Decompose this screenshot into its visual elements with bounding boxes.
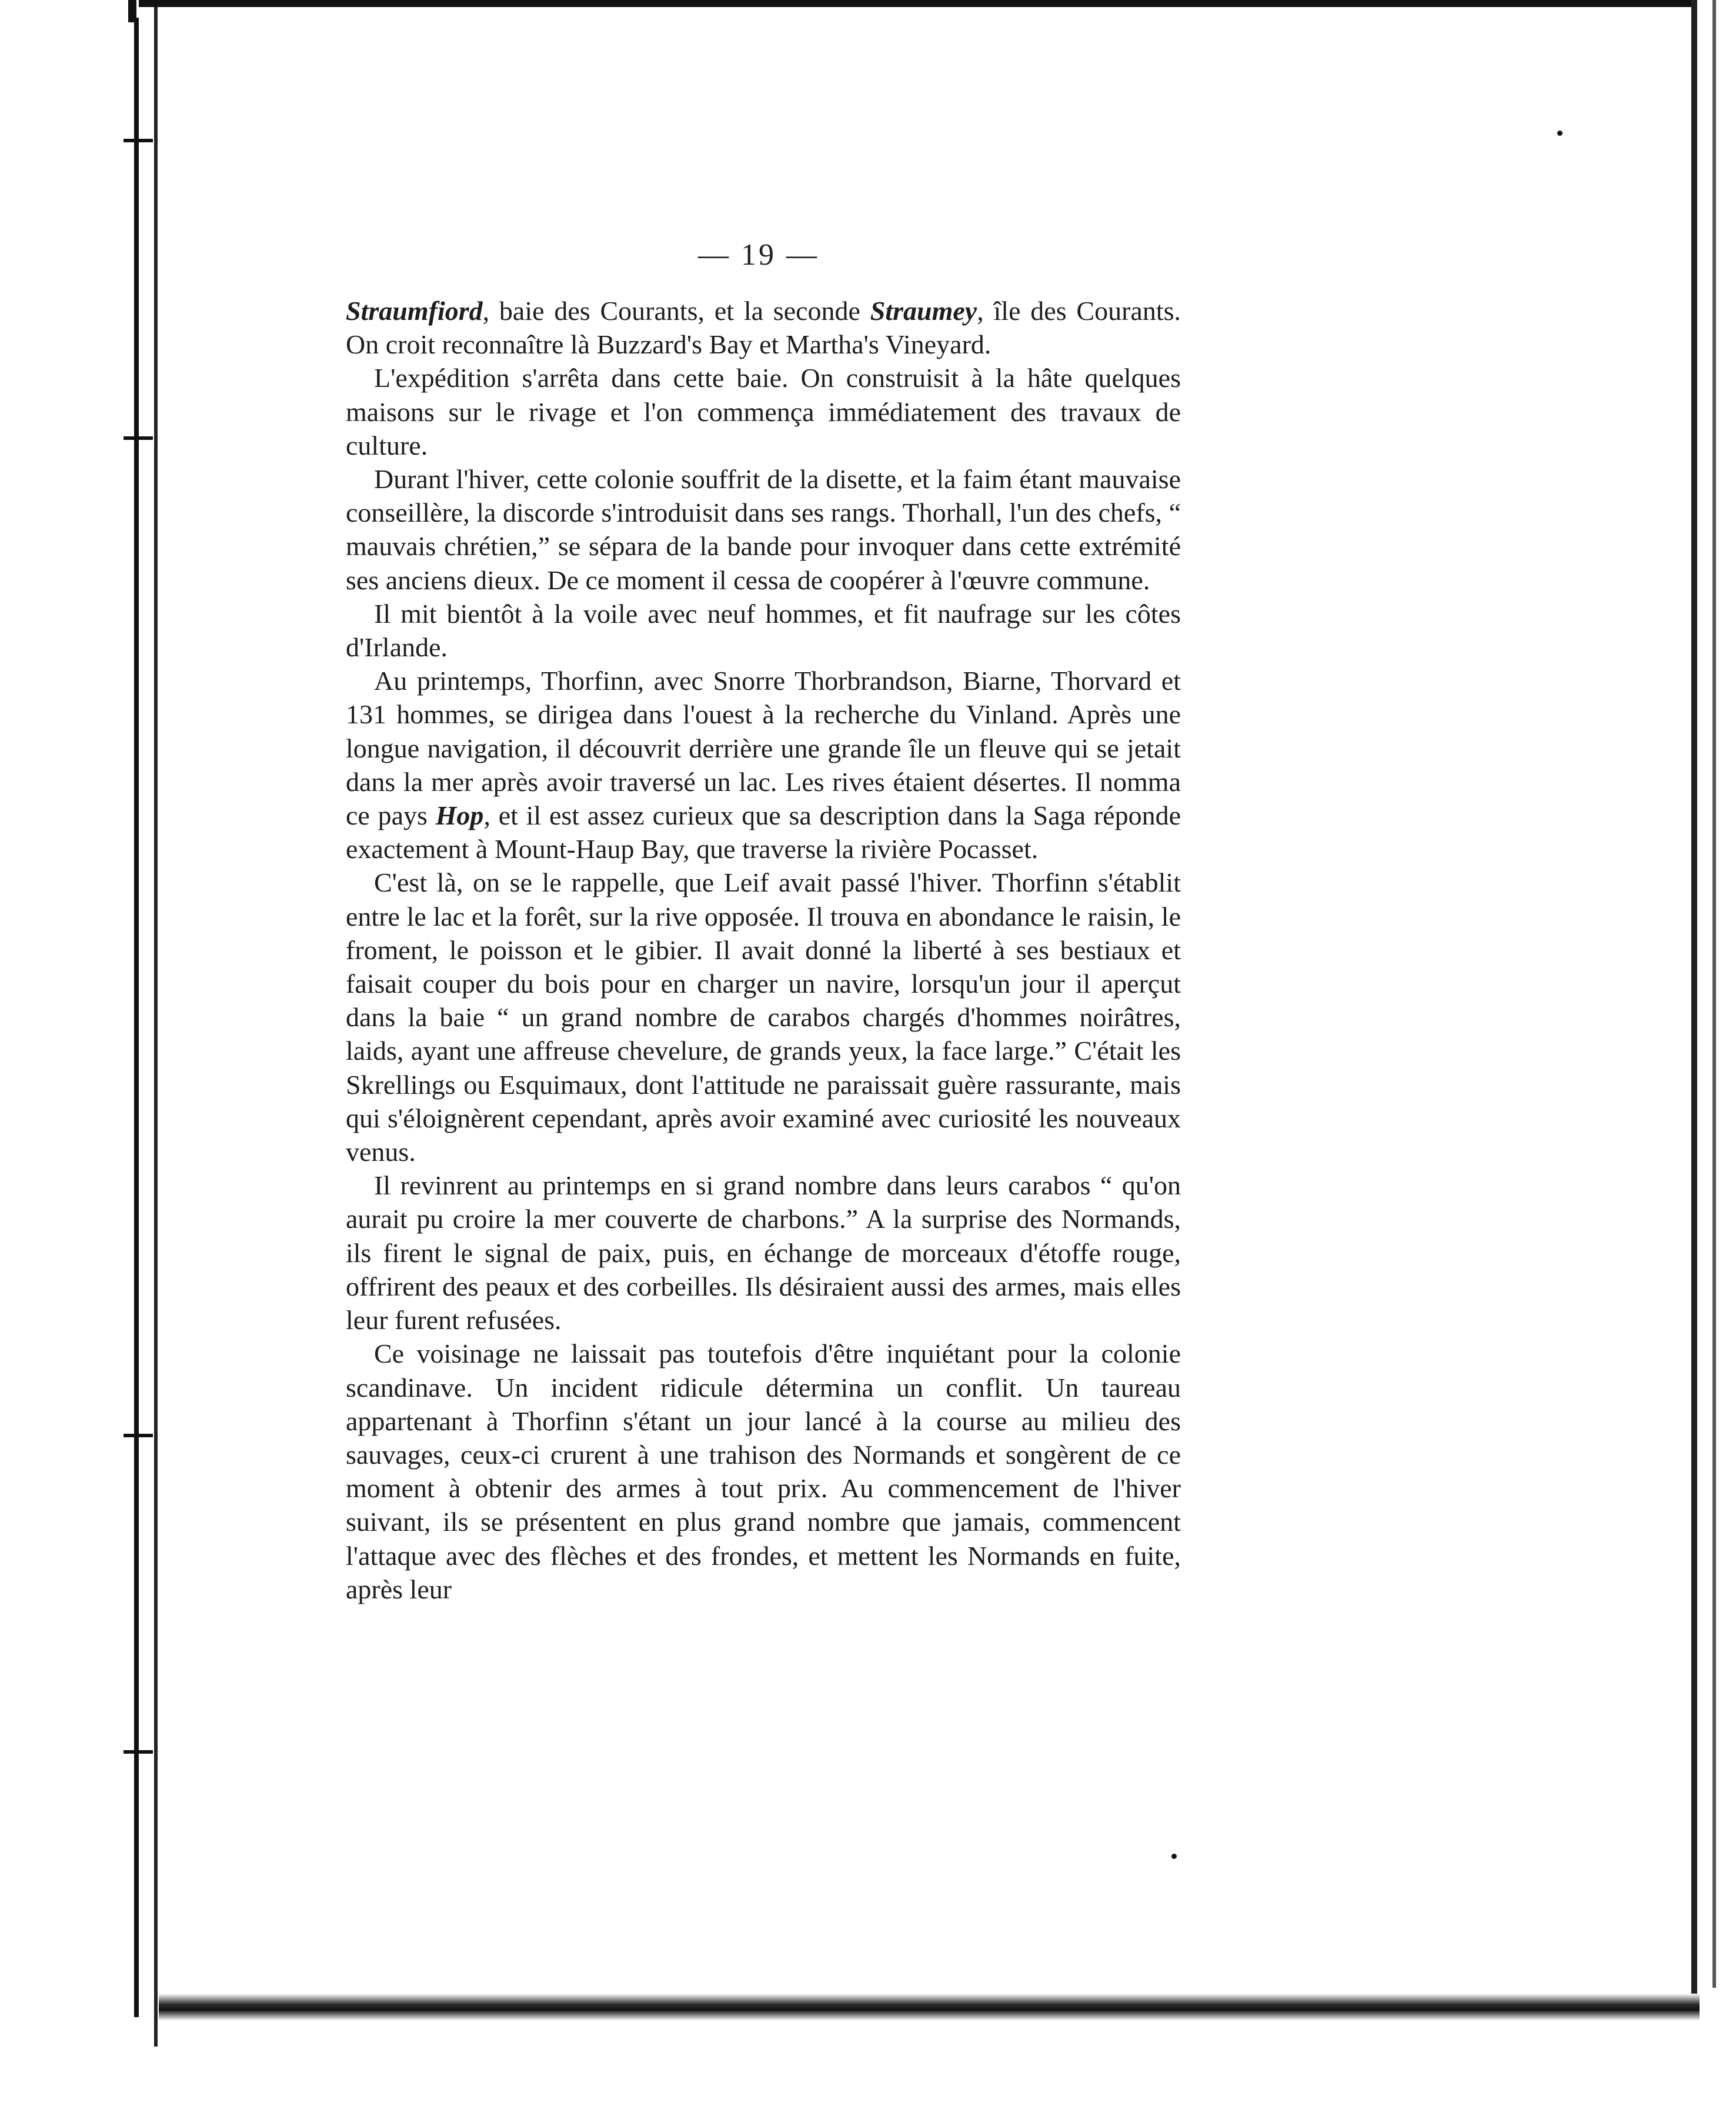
paragraph (346, 597, 1181, 664)
text-run: , et il est assez curieux que sa description dans la Saga réponde exactement à Mount-Haup Bay, que traverse la rivière Pocasset. (346, 800, 1181, 864)
page-top-edge-line (139, 0, 1697, 7)
body-text (346, 294, 1181, 1606)
text-run: , île des Courants. On croit reconnaître là Buzzard's Bay et Martha's Vineyard. (346, 296, 1181, 360)
binding-stitch-mark (123, 1750, 153, 1754)
paragraph (346, 361, 1181, 462)
page-right-edge-line (1691, 0, 1697, 2011)
text-run: Il revinrent au printemps en si grand nombre dans leurs carabos “ qu'on aurait pu croire la mer couverte de charbons.” A la surprise des Normands, ils firent le signal de paix, puis, en échange de morceaux d'étoffe rouge, offrirent des peaux et des corbeilles. Ils désiraient aussi des armes, mais elles leur furent refusées. (346, 1170, 1181, 1336)
ink-speck (1171, 1854, 1177, 1859)
corner-mark (128, 0, 136, 22)
binding-stitch-mark (123, 139, 153, 142)
italic-term: Straumfiord (346, 296, 483, 326)
paragraph (346, 1169, 1181, 1337)
text-run: Il mit bientôt à la voile avec neuf hommes, et fit naufrage sur les côtes d'Irlande. (346, 598, 1181, 663)
paragraph (346, 462, 1181, 597)
text-run: C'est là, on se le rappelle, que Leif avait passé l'hiver. Thorfinn s'établit entre le lac et la forêt, sur la rive opposée. Il trouva en abondance le raisin, le froment, le poisson et le gibier. Il avait donné la liberté à ses bestiaux et faisait couper du bois pour en charger un navire, lorsqu'un jour il aperçut dans la baie “ un grand nombre de carabos chargés d'hommes noirâtres, laids, ayant une affreuse chevelure, de grands yeux, la face large.” C'était les Skrellings ou Esquimaux, dont l'attitude ne paraissait guère rassurante, mais qui s'éloignèrent cependant, après avoir examiné avec curiosité les nouveaux venus. (346, 867, 1181, 1167)
page-right-shadow-line (1712, 0, 1716, 1988)
paragraph (346, 1337, 1181, 1606)
text-run: L'expédition s'arrêta dans cette baie. On construisit à la hâte quelques maisons sur le rivage et l'on commença immédiatement des travaux de culture. (346, 363, 1181, 460)
paragraph (346, 294, 1181, 361)
ink-speck (1557, 131, 1563, 136)
text-run: Durant l'hiver, cette colonie souffrit de la disette, et la faim étant mauvaise conseillère, la discorde s'introduisit dans ses rangs. Thorhall, l'un des chefs, “ mauvais chrétien,” se sépara de la bande pour invoquer dans cette extrémité ses anciens dieux. De ce moment il cessa de coopérer à l'œuvre commune. (346, 464, 1181, 595)
italic-term: Straumey (870, 296, 977, 326)
page-left-edge-line (154, 0, 158, 2047)
binding-stitch-mark (123, 1434, 153, 1437)
text-run: Ce voisinage ne laissait pas toutefois d'être inquiétant pour la colonie scandinave. Un incident ridicule détermina un conflit. Un taureau appartenant à Thorfinn s'étant un jour lancé à la course au milieu des sauvages, ceux-ci crurent à une trahison des Normands et songèrent de ce moment à obtenir des armes à tout prix. Au commencement de l'hiver suivant, ils se présentent en plus grand nombre que jamais, commencent l'attaque avec des flèches et des frondes, et mettent les Normands en fuite, après leur (346, 1338, 1181, 1604)
text-run: Au printemps, Thorfinn, avec Snorre Thorbrandson, Biarne, Thorvard et 131 hommes, se dirigea dans l'ouest à la recherche du Vinland. Après une longue navigation, il découvrit derrière une grande île un fleuve qui se jetait dans la mer après avoir traversé un lac. Les rives étaient désertes. Il nomma ce pays (346, 666, 1181, 831)
binding-edge-line (134, 18, 139, 2017)
italic-term: Hop (435, 800, 484, 831)
binding-stitch-mark (123, 436, 153, 440)
paragraph (346, 866, 1181, 1169)
binding-margin (0, 0, 139, 2103)
page-number: — 19 — (698, 238, 819, 272)
paragraph (346, 664, 1181, 866)
text-run: , baie des Courants, et la seconde (482, 296, 870, 326)
page-bottom-edge (159, 1994, 1700, 2021)
